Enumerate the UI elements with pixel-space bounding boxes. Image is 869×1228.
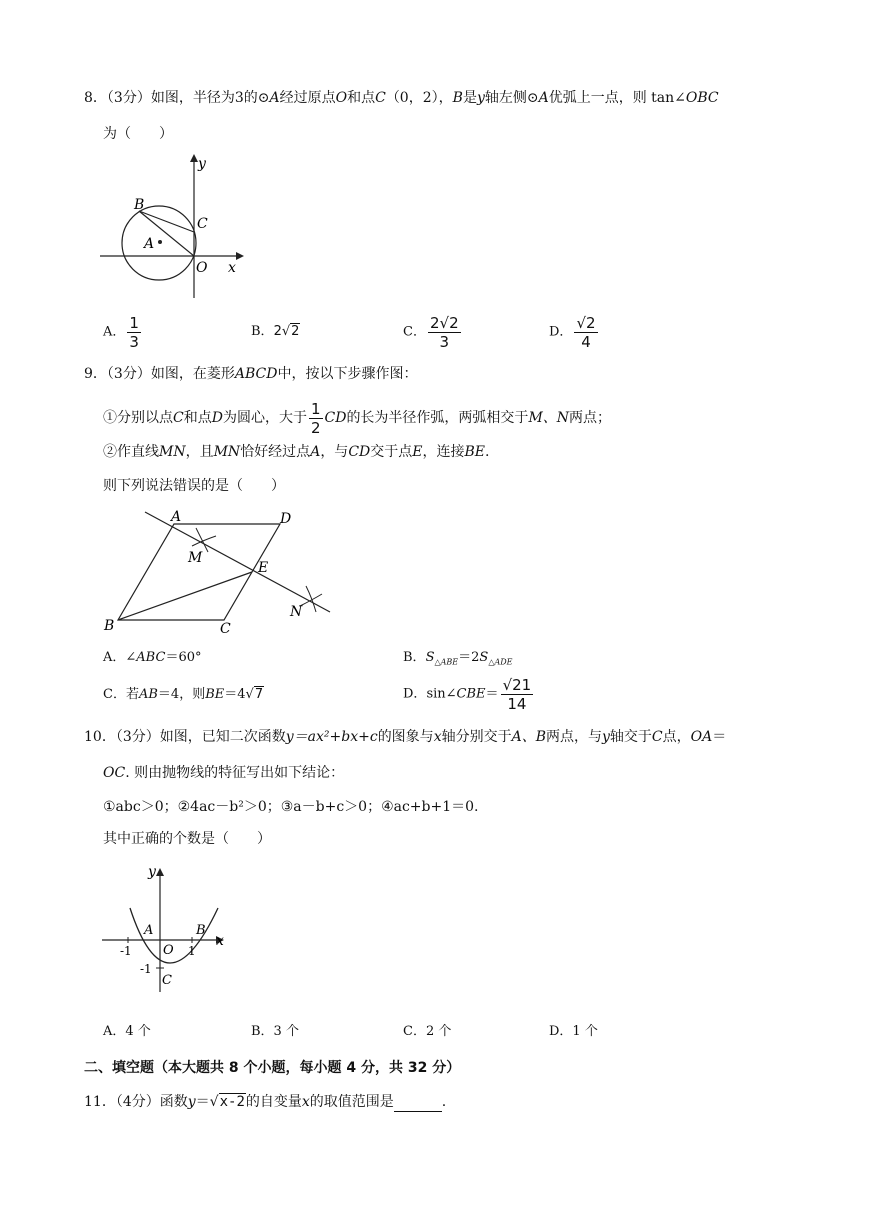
q8-option-d[interactable]: D． $\frac{√2}{4}$	[549, 314, 596, 351]
q10-conclusions: ①abc＞0；②4ac－b²＞0；③a－b+c＞0；④ac+b+1＝0.	[103, 799, 479, 815]
arc-n-2	[300, 594, 322, 606]
q8-stem-line1: 8．（3分）如图，半径为3的⊙A经过原点O和点C（0，2），B是y轴左侧⊙A优弧上一点，则 tan∠OBC	[84, 90, 719, 106]
q8-option-c[interactable]: C． $\frac{2√2}{3}$	[403, 314, 459, 351]
q8-option-a[interactable]: A． $\frac{1}{3}$	[103, 314, 139, 351]
label-b: B	[134, 197, 145, 213]
q10-stem-line1: 10．（3分）如图，已知二次函数y＝ax²+bx+c的图象与x轴分别交于A、B两点，与y轴交于C点，OA＝	[84, 729, 727, 745]
label-o: O	[163, 943, 174, 958]
label-c: C	[197, 216, 208, 232]
label-y: y	[148, 864, 156, 880]
label-d: D	[280, 511, 292, 527]
q9-figure	[100, 502, 335, 637]
q8-figure	[98, 148, 248, 303]
label-neg1y: -1	[140, 962, 152, 976]
label-y: y	[198, 156, 206, 172]
q9-ask: 则下列说法错误的是（ ）	[103, 478, 285, 494]
q9-option-c[interactable]: C．若AB＝4，则BE＝4√7	[103, 687, 264, 702]
x-axis-arrow-icon	[236, 252, 244, 260]
label-o: O	[196, 260, 208, 276]
label-a: A	[144, 236, 155, 252]
answer-blank[interactable]	[394, 1097, 442, 1112]
label-n: N	[290, 604, 303, 620]
q10-ask: 其中正确的个数是（ ）	[103, 831, 271, 847]
q9-step1: ①分别以点C和点D为圆心，大于 $\frac{1}{2}$ CD的长为半径作弧，两弧相交于M、N两点；	[103, 399, 612, 437]
segment-bc	[139, 211, 194, 232]
arc-n-1	[306, 586, 316, 612]
label-b: B	[196, 923, 206, 938]
q9-option-b[interactable]: B．$S_{\triangle ABE}=2S_{\triangle ADE}$	[403, 650, 513, 667]
label-neg1x: -1	[120, 944, 132, 958]
q10-option-c[interactable]: C．2 个	[403, 1024, 452, 1039]
q10-option-d[interactable]: D．1 个	[549, 1024, 598, 1039]
q9-option-d[interactable]: D．sin∠CBE＝ $\frac{√21}{14}$	[403, 676, 532, 713]
q9-stem-line1: 9．（3分）如图，在菱形ABCD中，按以下步骤作图：	[84, 366, 418, 382]
label-e: E	[258, 560, 269, 576]
segment-be	[118, 572, 252, 620]
y-axis-arrow-icon	[156, 868, 164, 876]
label-a: A	[171, 509, 182, 525]
label-m: M	[188, 550, 203, 566]
center-point	[158, 240, 162, 244]
q10-option-a[interactable]: A．4 个	[103, 1024, 151, 1039]
q10-option-b[interactable]: B．3 个	[251, 1024, 299, 1039]
q8-option-b[interactable]: B．2√2	[251, 324, 300, 339]
y-axis-arrow-icon	[190, 154, 198, 162]
label-x: x	[216, 933, 224, 949]
q9-option-a[interactable]: A．∠ABC＝60°	[103, 650, 202, 665]
label-x: x	[228, 260, 236, 276]
label-1: 1	[188, 944, 196, 958]
label-c: C	[220, 621, 231, 637]
q11-stem: 11．（4分）函数y＝√x-2的自变量x的取值范围是 .	[84, 1094, 447, 1110]
section2-title: 二、填空题（本大题共 8 个小题，每小题 4 分，共 32 分）	[84, 1060, 461, 1076]
label-b: B	[104, 618, 115, 634]
q10-stem-line2: OC. 则由抛物线的特征写出如下结论：	[103, 765, 345, 781]
label-c: C	[162, 973, 172, 988]
q8-stem-line2: 为（ ）	[103, 126, 173, 142]
q9-step2: ②作直线MN，且MN恰好经过点A，与CD交于点E，连接BE.	[103, 444, 490, 460]
q10-figure	[100, 858, 240, 998]
label-a: A	[144, 923, 154, 938]
